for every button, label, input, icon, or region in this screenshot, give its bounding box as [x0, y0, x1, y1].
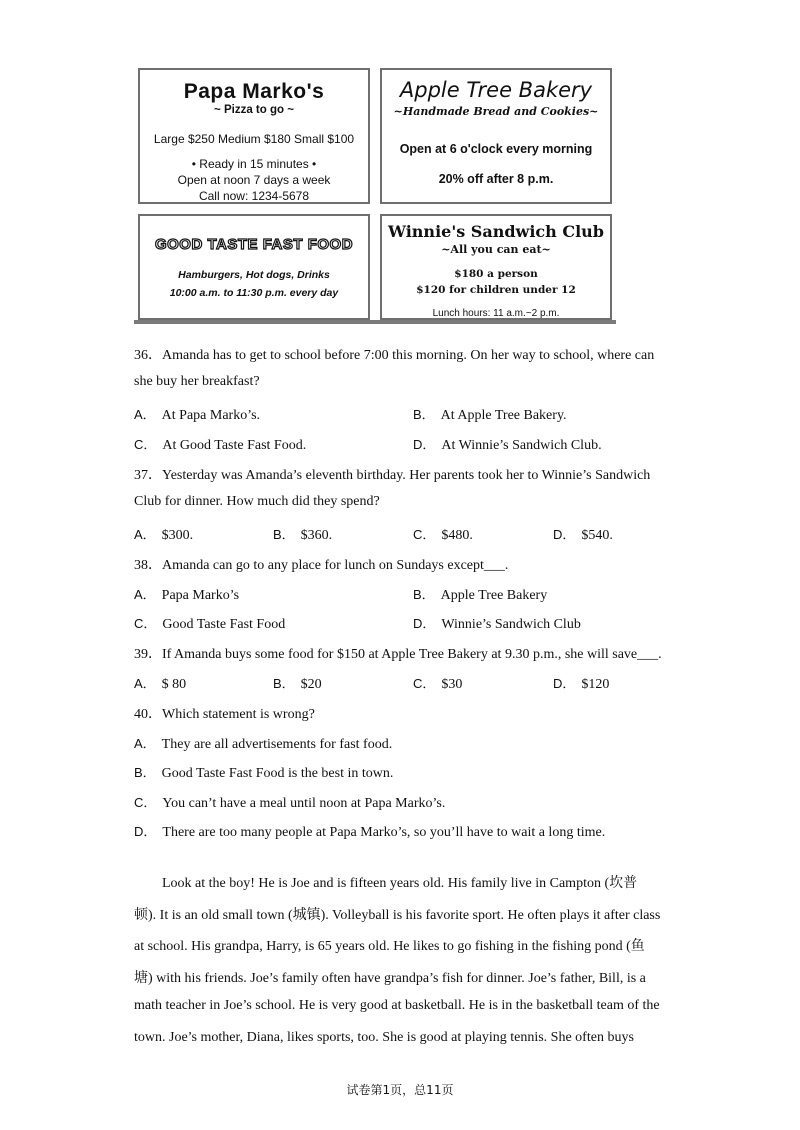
option-a: [134, 673, 186, 693]
passage-line: 塘) with his friends. Joe’s family often have grandpa’s fish for dinner. Joe’s father, Bill, is a: [134, 971, 646, 986]
option-d: [413, 613, 581, 633]
ad-line: Hamburgers, Hot dogs, Drinks: [178, 269, 330, 281]
option-b: [413, 584, 547, 604]
question-40-text: 40．Which statement is wrong?: [134, 707, 315, 722]
option-letter: D．: [413, 437, 436, 452]
ad-title: GOOD TASTE FAST FOOD: [154, 236, 354, 253]
ad-prices: Large $250 Medium $180 Small $100: [153, 132, 355, 146]
option-text: Good Taste Fast Food is the best in town.: [161, 766, 394, 781]
option-text: They are all advertisements for fast food.: [161, 737, 393, 752]
ad-line: Open at noon 7 days a week: [177, 173, 331, 187]
ad-title: Apple Tree Bakery: [399, 78, 593, 102]
passage-line: Look at the boy! He is Joe and is fifteen years old. His family live in Campton (坎普: [134, 876, 638, 891]
option-c: [134, 434, 306, 454]
option-letter: B．: [273, 527, 295, 542]
option-d: [553, 524, 613, 544]
option-a: [134, 733, 392, 753]
option-letter: D．: [553, 676, 576, 691]
option-text: There are too many people at Papa Marko’s, so you’ll have to wait a long time.: [162, 825, 606, 840]
option-text: You can’t have a meal until noon at Papa Marko’s.: [162, 796, 446, 811]
ad-title: Winnie's Sandwich Club: [388, 222, 604, 241]
option-letter: A．: [134, 527, 156, 542]
option-letter: C．: [413, 527, 436, 542]
option-text: $540.: [581, 528, 613, 543]
option-text: At Winnie’s Sandwich Club.: [441, 438, 602, 453]
ad-line: 10:00 a.m. to 11:30 p.m. every day: [169, 287, 339, 299]
option-text: $360.: [300, 528, 333, 543]
option-letter: A．: [134, 736, 156, 751]
ad-subtitle: ~Handmade Bread and Cookies~: [393, 105, 599, 118]
option-b: [273, 673, 322, 693]
option-text: $ 80: [161, 677, 187, 692]
option-letter: C．: [413, 676, 436, 691]
option-letter: A．: [134, 407, 156, 422]
option-text: $480.: [441, 528, 473, 543]
ad-subtitle: ~ Pizza to go ~: [214, 104, 294, 116]
option-a: [134, 524, 193, 544]
option-c: [413, 673, 462, 693]
option-letter: C．: [134, 437, 157, 452]
ad-subtitle: ~All you can eat~: [441, 243, 551, 256]
option-b: [134, 762, 393, 782]
ad-discount: 20% off after 8 p.m.: [438, 172, 554, 186]
option-text: $30: [441, 677, 463, 692]
option-d: [553, 673, 609, 693]
question-39-text: 39．If Amanda buys some food for $150 at Apple Tree Bakery at 9.30 p.m., she will save___.: [134, 647, 662, 662]
option-b: [273, 524, 332, 544]
option-b: [413, 404, 567, 424]
question-36-text-cont: she buy her breakfast?: [134, 374, 260, 389]
option-c: [134, 792, 445, 812]
option-c: [134, 613, 285, 633]
option-letter: B．: [413, 587, 435, 602]
option-text: $20: [300, 677, 322, 692]
ad-good-taste-fast-food: [138, 214, 370, 320]
ad-winnies-sandwich-club: [380, 214, 612, 320]
ad-open-hours: Open at 6 o'clock every morning: [399, 142, 593, 156]
option-text: Winnie’s Sandwich Club: [441, 617, 581, 632]
option-text: Good Taste Fast Food: [162, 617, 286, 632]
page-footer: 试卷第1页，总11页: [346, 1083, 454, 1097]
question-37-text: 37．Yesterday was Amanda’s eleventh birthday. Her parents took her to Winnie’s Sandwich: [134, 468, 651, 483]
ad-papa-markos: [138, 68, 370, 204]
passage-line: at school. His grandpa, Harry, is 65 years old. He likes to go fishing in the fishing pond (鱼: [134, 939, 645, 954]
option-letter: D．: [413, 616, 436, 631]
ad-apple-tree-bakery: [380, 68, 612, 204]
question-38-text: 38．Amanda can go to any place for lunch on Sundays except___.: [134, 558, 509, 573]
option-letter: A．: [134, 676, 156, 691]
option-letter: C．: [134, 795, 157, 810]
question-37-text-cont: Club for dinner. How much did they spend?: [134, 494, 380, 509]
advertisements-panel: [134, 66, 616, 326]
ad-line: • Ready in 15 minutes •: [191, 157, 317, 171]
option-text: $120: [581, 677, 610, 692]
option-a: [134, 404, 260, 424]
option-letter: D．: [134, 824, 157, 839]
option-letter: B．: [413, 407, 435, 422]
passage-line: 顿). It is an old small town (城镇). Volleyball is his favorite sport. He often plays it after class: [134, 908, 661, 923]
ad-hours: Lunch hours: 11 a.m.~2 p.m.: [432, 308, 560, 319]
option-d: [134, 821, 605, 841]
option-letter: B．: [273, 676, 295, 691]
option-letter: A．: [134, 587, 156, 602]
option-text: Papa Marko’s: [161, 588, 240, 603]
option-letter: D．: [553, 527, 576, 542]
ad-price: $120 for children under 12: [416, 284, 576, 296]
option-d: [413, 434, 602, 454]
divider: [134, 320, 616, 324]
ad-title: Papa Marko's: [183, 80, 325, 103]
option-c: [413, 524, 473, 544]
option-text: At Papa Marko’s.: [161, 408, 261, 423]
option-text: At Good Taste Fast Food.: [162, 438, 307, 453]
passage-line: town. Joe’s mother, Diana, likes sports, too. She is good at playing tennis. She often buys: [134, 1030, 634, 1045]
question-36-text: 36．Amanda has to get to school before 7:00 this morning. On her way to school, where can: [134, 348, 655, 363]
ad-line: Call now: 1234-5678: [198, 189, 310, 203]
passage-line: math teacher in Joe’s school. He is very good at basketball. He is in the basketball team of the: [134, 998, 660, 1013]
option-letter: C．: [134, 616, 157, 631]
ad-price: $180 a person: [454, 268, 538, 280]
option-text: At Apple Tree Bakery.: [440, 408, 567, 423]
option-text: Apple Tree Bakery: [440, 588, 548, 603]
option-letter: B．: [134, 765, 156, 780]
option-text: $300.: [161, 528, 194, 543]
option-a: [134, 584, 239, 604]
